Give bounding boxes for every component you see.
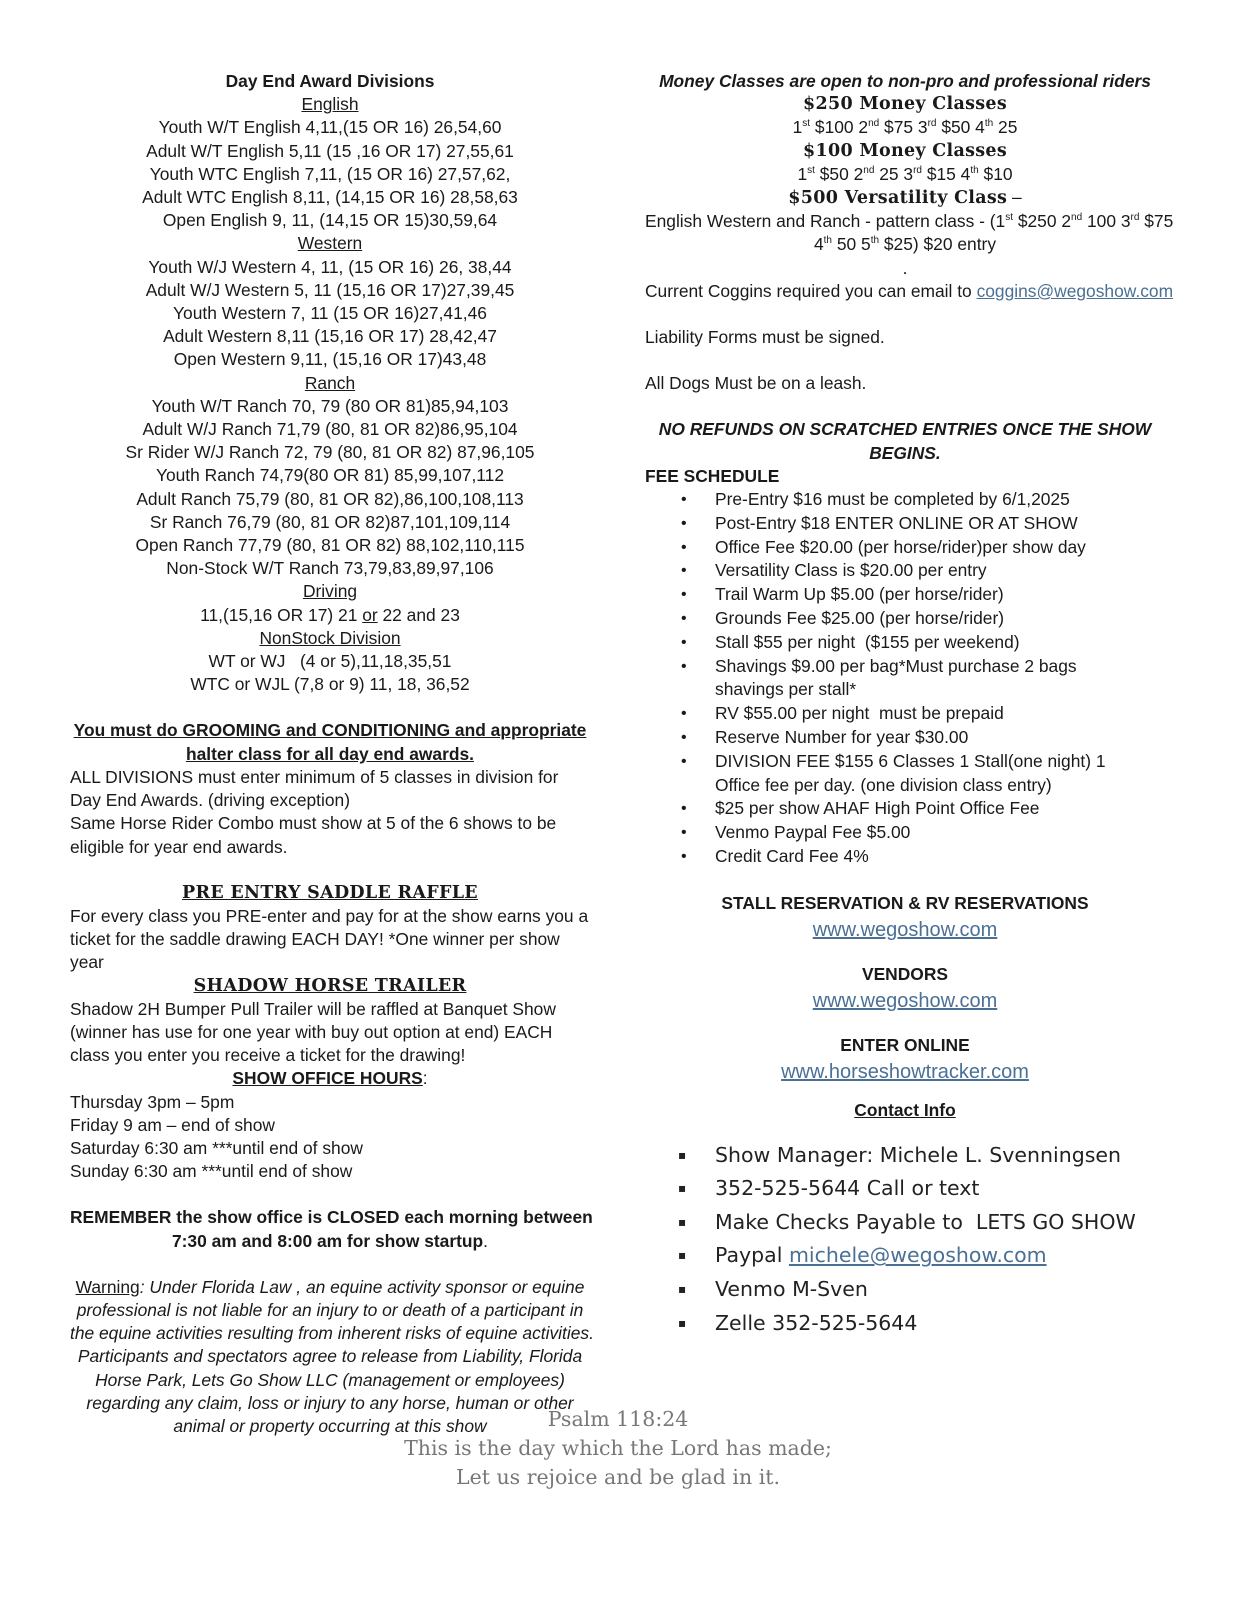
- division-line: Youth WTC English 7,11, (15 OR 16) 27,57,62,: [149, 163, 511, 184]
- versatility-title: $500 Versatility Class: [788, 188, 1008, 209]
- warning-text: : Under Florida Law , an equine activity sponsor or equine: [139, 1276, 585, 1297]
- divisions-title: Day End Award Divisions: [225, 71, 435, 91]
- money-100-payouts: 1st $50 2nd 25 3rd $15 4th $10: [797, 163, 1013, 184]
- bullet-icon: •: [681, 824, 687, 842]
- division-line: Open Western 9,11, (15,16 OR 17)43,48: [173, 349, 487, 370]
- bullet-icon: •: [681, 586, 687, 604]
- division-line: Open Ranch 77,79 (80, 81 OR 82) 88,102,110,115: [135, 535, 525, 556]
- bullet-icon: •: [681, 729, 687, 747]
- driving-text: 11,(15,16 OR 17) 21: [200, 604, 363, 625]
- money-intro: Money Classes are open to non-pro and professional riders: [659, 71, 1151, 91]
- psalm-verse-line: Let us rejoice and be glad in it.: [455, 1465, 781, 1489]
- driving-or: or: [362, 604, 378, 625]
- bullet-icon: •: [681, 657, 687, 675]
- division-line: Adult W/J Western 5, 11 (15,16 OR 17)27,39,45: [145, 279, 515, 300]
- contact-item: ▪ Show Manager: Michele L. Svenningsen: [645, 1139, 1165, 1173]
- saddle-raffle-title: PRE ENTRY SADDLE RAFFLE: [182, 882, 478, 903]
- division-line: WTC or WJL (7,8 or 9) 11, 18, 36,52: [190, 674, 470, 695]
- square-bullet-icon: ▪: [678, 1248, 687, 1263]
- warning-line: animal or property occurring at this show: [173, 1415, 487, 1436]
- driving-text: 22 and 23: [377, 604, 460, 625]
- enter-online-link[interactable]: www.horseshowtracker.com: [781, 1061, 1029, 1084]
- warning-line: Participants and spectators agree to release from Liability, Florida: [77, 1346, 583, 1367]
- fee-item: • Shavings $9.00 per bag*Must purchase 2 bags shavings per stall*: [681, 655, 1077, 700]
- versatility-line: 4th 50 5th $25) $20 entry: [813, 234, 997, 255]
- division-line: Adult Ranch 75,79 (80, 81 OR 82),86,100,108,113: [136, 488, 524, 509]
- fee-item: • Post-Entry $18 ENTER ONLINE OR AT SHOW: [645, 512, 1165, 536]
- fee-item: • DIVISION FEE $155 6 Classes 1 Stall(one night) 1 Office fee per day. (one division class entry): [681, 750, 1106, 795]
- fee-item: • Venmo Paypal Fee $5.00: [645, 821, 1165, 845]
- division-line: Youth W/T Ranch 70, 79 (80 OR 81)85,94,103: [151, 395, 509, 416]
- english-heading: English: [301, 94, 359, 115]
- contact-item: ▪ Venmo M-Sven: [645, 1273, 1165, 1307]
- nonstock-heading: NonStock Division: [259, 627, 401, 648]
- division-line: WT or WJ (4 or 5),11,18,35,51: [208, 651, 452, 672]
- western-heading: Western: [297, 233, 363, 254]
- grooming-notice: halter class for all day end awards.: [185, 743, 475, 764]
- trailer-text: Shadow 2H Bumper Pull Trailer will be raffled at Banquet Show (winner has use for one year with buy out option at end) EACH class you enter you receive a ticket for the drawing!: [70, 998, 556, 1066]
- right-column: [645, 70, 1174, 1340]
- saddle-raffle-text: For every class you PRE-enter and pay for at the show earns you a ticket for the saddle drawing EACH DAY! *One winner per show year: [70, 905, 589, 973]
- fee-item: • Office Fee $20.00 (per horse/rider)per show day: [645, 536, 1165, 560]
- division-line: Sr Rider W/J Ranch 72, 79 (80, 81 OR 82) 87,96,105: [125, 442, 535, 463]
- division-line: Adult W/J Ranch 71,79 (80, 81 OR 82)86,95,104: [142, 419, 518, 440]
- psalm-footer: [0, 1405, 1236, 1492]
- warning-line: professional is not liable for an injury to or death of a participant in: [76, 1299, 584, 1320]
- hours-line: Thursday 3pm – 5pm: [70, 1091, 235, 1112]
- coggins-text: Current Coggins required you can email to: [645, 280, 977, 301]
- division-line: Non-Stock W/T Ranch 73,79,83,89,97,106: [166, 558, 494, 579]
- warning-label: Warning: [75, 1276, 140, 1297]
- psalm-reference: Psalm 118:24: [547, 1407, 689, 1431]
- office-hours-heading: [70, 1067, 590, 1090]
- square-bullet-icon: ▪: [678, 1181, 687, 1196]
- dogs-note: All Dogs Must be on a leash.: [645, 373, 867, 394]
- square-bullet-icon: ▪: [678, 1315, 687, 1330]
- versatility-heading: $500 Versatility Class –: [788, 187, 1022, 209]
- fee-list: [645, 488, 1165, 869]
- contact-item: ▪ Paypal michele@wegoshow.com: [645, 1239, 1165, 1273]
- bullet-icon: •: [681, 562, 687, 580]
- ranch-heading: Ranch: [304, 372, 356, 393]
- trailer-title: SHADOW HORSE TRAILER: [193, 975, 467, 996]
- vendors-link[interactable]: www.wegoshow.com: [812, 990, 998, 1013]
- stall-reservation-link[interactable]: www.wegoshow.com: [812, 919, 998, 941]
- hours-line: Sunday 6:30 am ***until end of show: [70, 1161, 353, 1182]
- warning-line: regarding any claim, loss or injury to any horse, human or other: [86, 1392, 574, 1413]
- warning-line: Horse Park, Lets Go Show LLC (management or employees): [95, 1369, 565, 1390]
- hours-line: Saturday 6:30 am ***until end of show: [70, 1137, 363, 1158]
- contact-info-title: Contact Info: [854, 1100, 956, 1121]
- bullet-icon: •: [681, 538, 687, 556]
- all-divisions-note: ALL DIVISIONS must enter minimum of 5 classes in division for Day End Awards. (driving exception): [70, 766, 559, 811]
- division-line: Youth W/T English 4,11,(15 OR 16) 26,54,60: [158, 117, 502, 138]
- office-hours-title: SHOW OFFICE HOURS: [232, 1068, 423, 1089]
- hours-line: Friday 9 am – end of show: [70, 1114, 275, 1135]
- division-line: Open English 9, 11, (14,15 OR 15)30,59,64: [162, 210, 498, 231]
- coggins-line: [645, 280, 1174, 303]
- bullet-icon: •: [681, 848, 687, 865]
- driving-heading: Driving: [302, 581, 358, 602]
- division-line: Youth Ranch 74,79(80 OR 81) 85,99,107,112: [155, 465, 505, 486]
- grooming-notice: You must do GROOMING and CONDITIONING and appropriate: [73, 720, 587, 741]
- fee-item: • $25 per show AHAF High Point Office Fee: [645, 797, 1165, 821]
- square-bullet-icon: ▪: [678, 1214, 687, 1229]
- fee-item: • Credit Card Fee 4%: [645, 845, 1165, 869]
- remember-notice: [70, 1230, 590, 1253]
- liability-note: Liability Forms must be signed.: [645, 327, 885, 348]
- fee-item: • Trail Warm Up $5.00 (per horse/rider): [645, 583, 1165, 607]
- fee-item: • Stall $55 per night ($155 per weekend): [645, 631, 1165, 655]
- square-bullet-icon: ▪: [678, 1281, 687, 1296]
- same-horse-note: Same Horse Rider Combo must show at 5 of the 6 shows to be eligible for year end awards.: [70, 813, 557, 857]
- remember-text: 7:30 am and 8:00 am for show startup: [171, 1230, 484, 1251]
- contact-item: ▪ Make Checks Payable to LETS GO SHOW: [645, 1206, 1165, 1240]
- stall-reservation-title: STALL RESERVATION & RV RESERVATIONS: [721, 892, 1089, 913]
- driving-line: [70, 604, 590, 627]
- bullet-icon: •: [681, 514, 687, 532]
- fee-schedule-title: FEE SCHEDULE: [645, 465, 780, 486]
- no-refund-notice: NO REFUNDS ON SCRATCHED ENTRIES ONCE THE SHOW: [658, 419, 1152, 440]
- division-line: Adult W/T English 5,11 (15 ,16 OR 17) 27,55,61: [146, 140, 514, 161]
- division-line: Sr Ranch 76,79 (80, 81 OR 82)87,101,109,114: [149, 511, 511, 532]
- bullet-icon: •: [681, 633, 687, 651]
- psalm-verse-line: This is the day which the Lord has made;: [404, 1436, 832, 1460]
- remember-period: .: [483, 1230, 489, 1251]
- square-bullet-icon: ▪: [678, 1147, 687, 1162]
- contact-list: [645, 1139, 1165, 1341]
- warning-line: [70, 1276, 590, 1299]
- money-100-title: $100 Money Classes: [803, 140, 1007, 161]
- office-hours-colon: :: [422, 1068, 428, 1089]
- division-line: Adult WTC English 8,11, (14,15 OR 16) 28,58,63: [142, 187, 518, 208]
- no-refund-notice: BEGINS.: [869, 442, 941, 463]
- separator-dot: .: [902, 257, 908, 278]
- paypal-email-link[interactable]: michele@wegoshow.com: [788, 1243, 1047, 1268]
- fee-item: • RV $55.00 per night must be prepaid: [645, 702, 1165, 726]
- money-250-payouts: 1st $100 2nd $75 3rd $50 4th 25: [792, 117, 1018, 138]
- division-line: Adult Western 8,11 (15,16 OR 17) 28,42,47: [163, 326, 497, 347]
- contact-item: ▪ Zelle 352-525-5644: [645, 1307, 1165, 1341]
- money-250-title: $250 Money Classes: [803, 94, 1007, 115]
- bullet-icon: •: [681, 610, 687, 628]
- division-line: Youth Western 7, 11 (15 OR 16)27,41,46: [173, 303, 487, 324]
- fee-item: • Reserve Number for year $30.00: [645, 726, 1165, 750]
- bullet-icon: •: [681, 752, 687, 770]
- versatility-line: English Western and Ranch - pattern class - (1st $250 2nd 100 3rd $75: [645, 211, 1174, 232]
- left-column: [70, 70, 594, 1438]
- fee-item: • Grounds Fee $25.00 (per horse/rider): [645, 607, 1165, 631]
- fee-item: • Versatility Class is $20.00 per entry: [645, 559, 1165, 583]
- fee-item: • Pre-Entry $16 must be completed by 6/1,2025: [645, 488, 1165, 512]
- coggins-email-link[interactable]: coggins@wegoshow.com: [976, 280, 1174, 301]
- remember-notice: REMEMBER the show office is CLOSED each morning between: [70, 1207, 593, 1228]
- bullet-icon: •: [681, 800, 687, 818]
- bullet-icon: •: [681, 705, 687, 723]
- division-line: Youth W/J Western 4, 11, (15 OR 16) 26, 38,44: [148, 256, 512, 277]
- contact-item: ▪ 352-525-5644 Call or text: [645, 1172, 1165, 1206]
- vendors-title: VENDORS: [861, 964, 948, 984]
- bullet-icon: •: [681, 491, 687, 509]
- enter-online-title: ENTER ONLINE: [840, 1035, 970, 1056]
- warning-line: the equine activities resulting from inherent risks of equine activities.: [70, 1323, 594, 1344]
